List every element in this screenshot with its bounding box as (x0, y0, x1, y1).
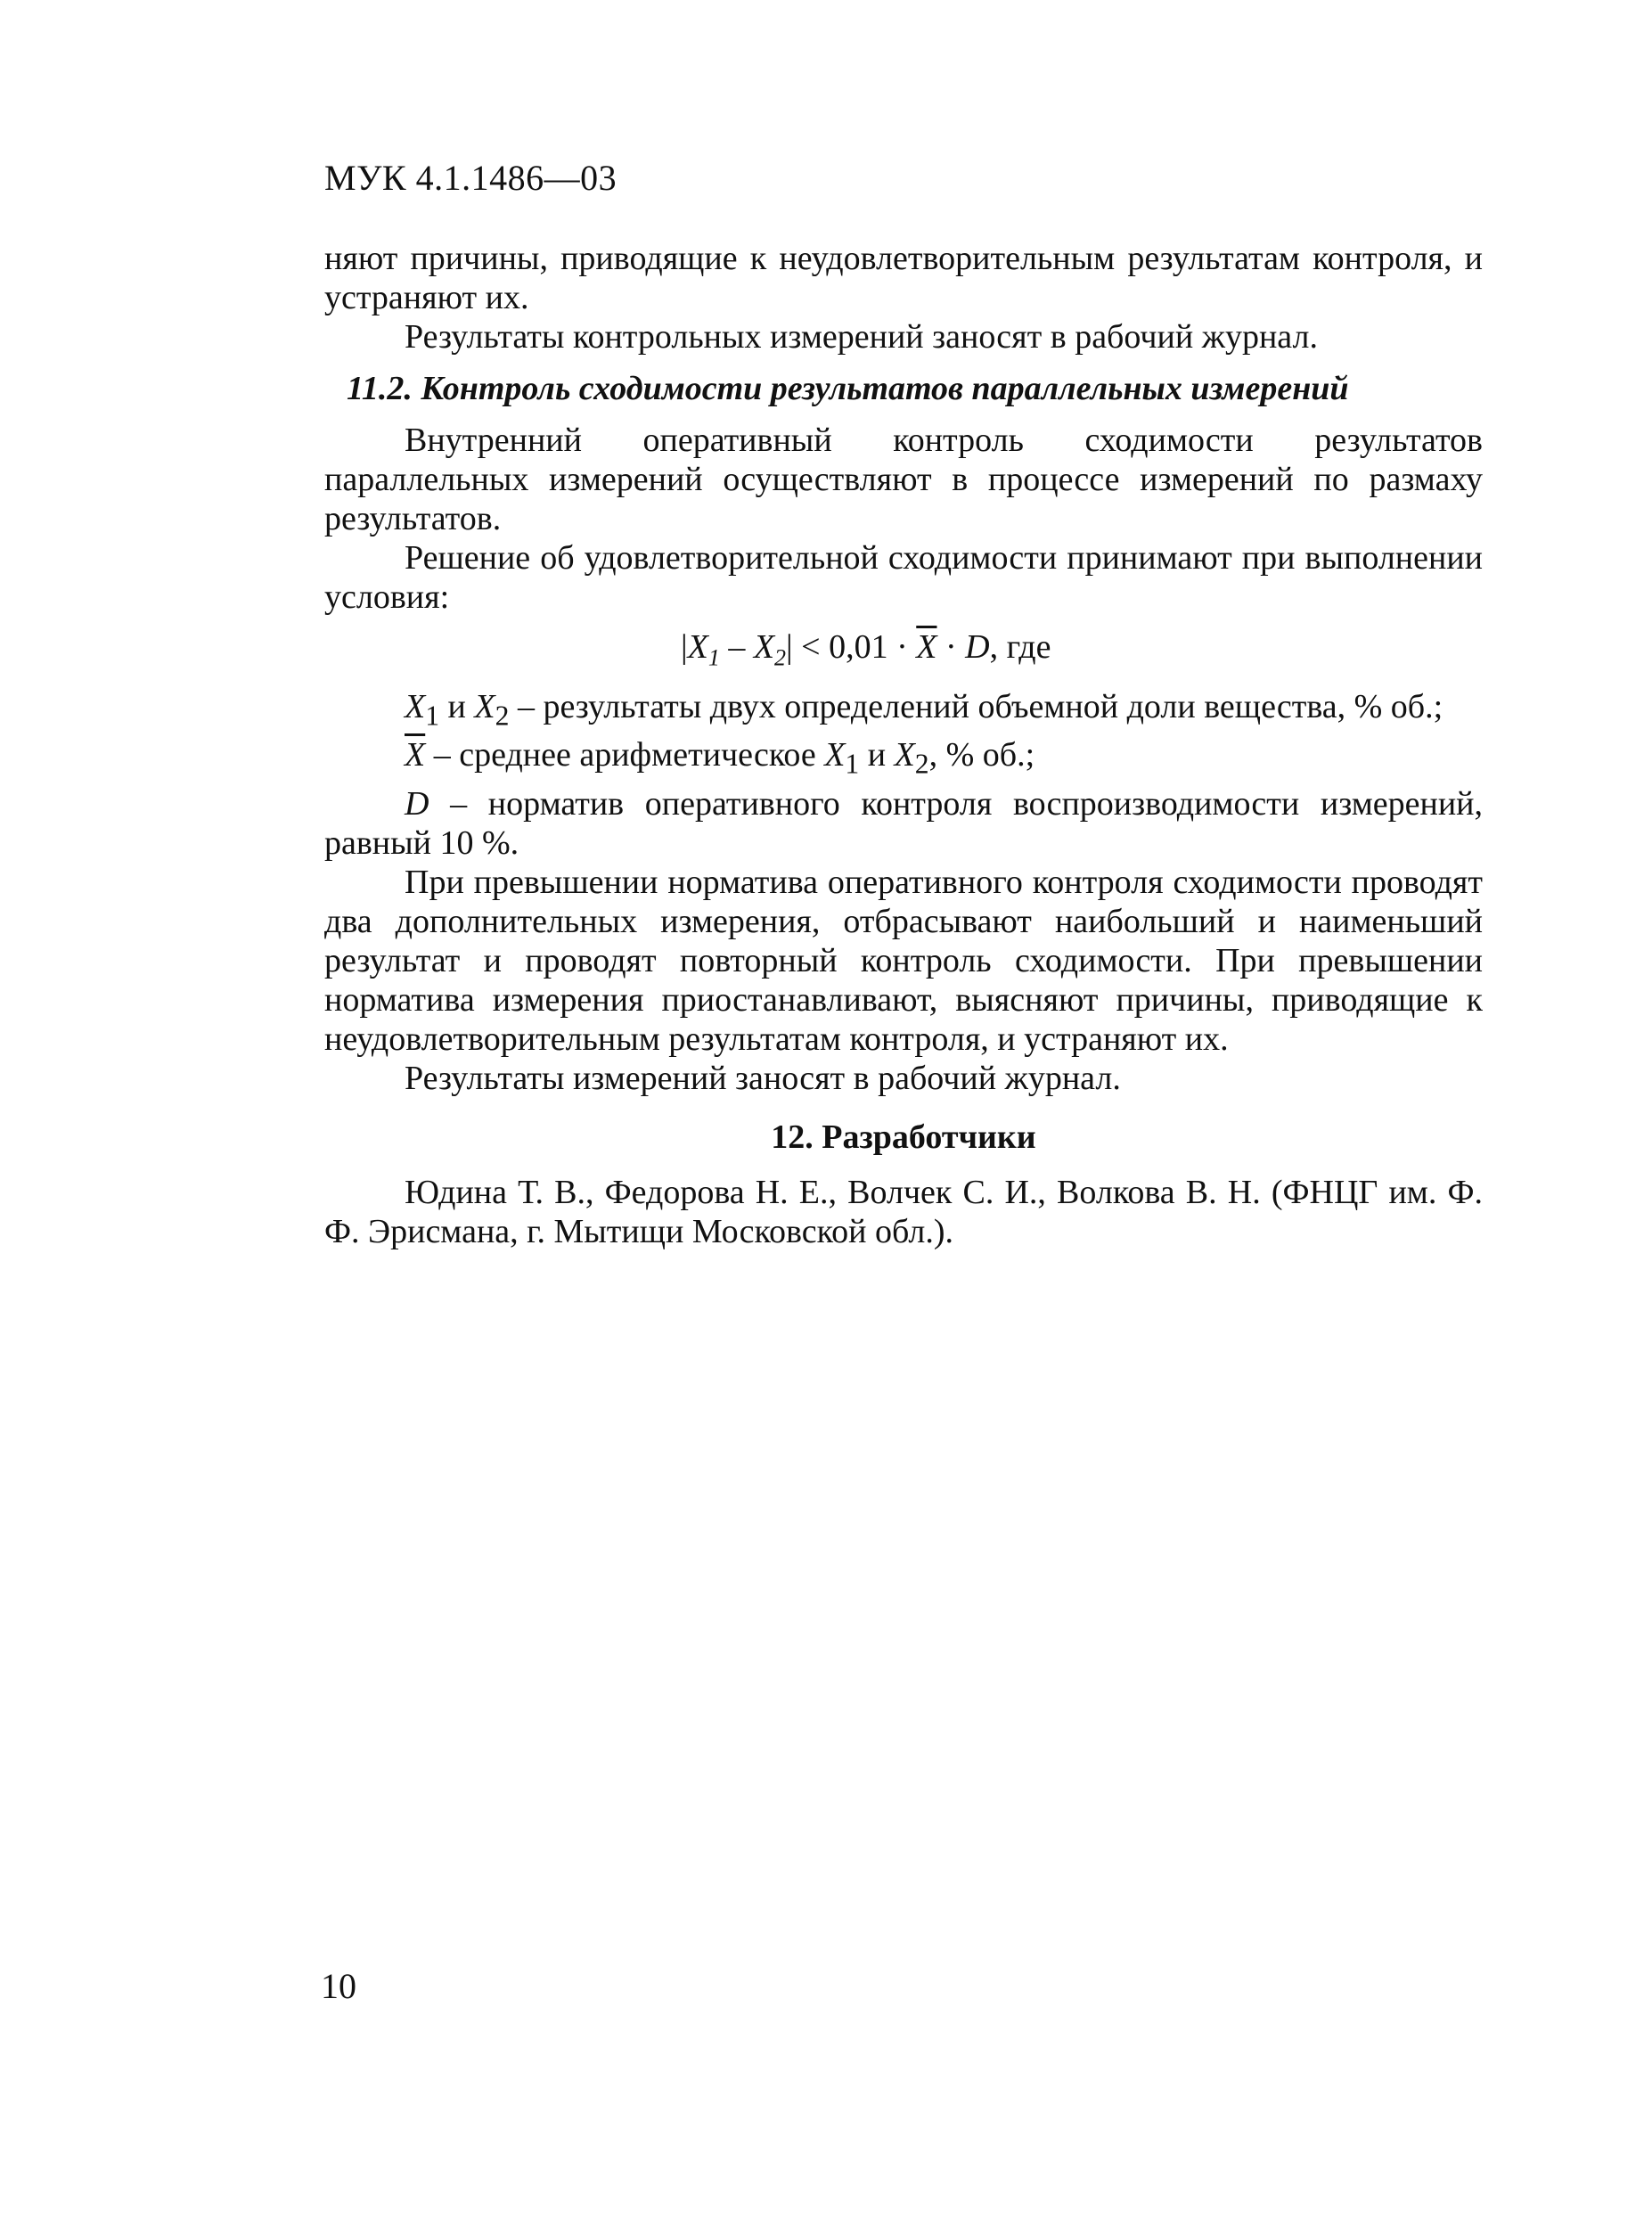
section-heading-11-2: 11.2. Контроль сходимости результатов параллельных измерений (347, 370, 1349, 407)
def-d-text: – норматив оперативного контроля воспроизводимости измерений, равный 10 %. (324, 784, 1483, 862)
paragraph-continuation: няют причины, приводящие к неудовлетворительным результатам контроля, и устраняют их. (324, 240, 1483, 316)
formula-sub1: 1 (707, 644, 720, 671)
def-x1: X (405, 687, 426, 725)
def-xbar-x1: X (824, 736, 846, 774)
convergence-formula (324, 627, 1483, 678)
def-x2: X (474, 687, 495, 725)
formula-dot: · (936, 628, 966, 666)
paragraph-exceed: При превышении норматива оперативного контроля сходимости проводят два дополнительных измерения, отбрасывают наибольший и наименьший результат и проводят повторный контроль сходимости. При превышении норматива измерения приостанавливают, выясняют причины, приводящие к неудовлетворительным результатам контроля, и устраняют их. (324, 863, 1483, 1058)
page-number: 10 (321, 1966, 356, 2006)
formula-d: D (965, 628, 990, 666)
formula-minus: – (719, 628, 754, 666)
definition-xbar (324, 735, 1483, 784)
section-heading-12: 12. Разработчики (771, 1118, 1036, 1156)
def-x-text: – результаты двух определений объемной доли вещества, % об.; (509, 687, 1443, 725)
definition-x1-x2 (324, 687, 1483, 736)
paragraph-developers: Юдина Т. В., Федорова Н. Е., Волчек С. И., Волкова В. Н. (ФНЦГ им. Ф. Ф. Эрисмана, г. Мытищи Московской обл.). (324, 1173, 1483, 1250)
def-d: D (405, 784, 429, 823)
def-x1-sub: 1 (425, 700, 440, 732)
paragraph-internal-control: Внутренний оперативный контроль сходимости результатов параллельных измерений осуществляют в процессе измерений по размаху результатов. (324, 422, 1483, 537)
paragraph-results-control: Результаты контрольных измерений заносят в рабочий журнал. (405, 318, 1318, 356)
def-x2-sub: 2 (495, 700, 510, 732)
def-xbar-x2-sub: 2 (914, 748, 929, 780)
formula-abs-close: | (786, 628, 793, 666)
def-and: и (439, 687, 475, 725)
def-xbar-x1-sub: 1 (845, 748, 860, 780)
def-xbar-x2: X (894, 736, 915, 774)
formula-sub2: 2 (774, 644, 787, 671)
formula-abs-open: | (681, 628, 688, 666)
def-xbar-text1: – среднее арифметическое (425, 736, 825, 774)
formula-xbar: $\overline{X}$ (916, 628, 937, 666)
def-xbar-and: и (859, 736, 895, 774)
paragraph-results-journal: Результаты измерений заносят в рабочий журнал. (405, 1059, 1121, 1097)
formula-tail: , где (989, 628, 1051, 666)
formula-x1: X (687, 628, 708, 666)
def-xbar: $\overline{X}$ (405, 736, 426, 774)
definition-d (324, 784, 1483, 863)
def-xbar-text2: , % об.; (928, 736, 1035, 774)
paragraph-decision: Решение об удовлетворительной сходимости принимают при выполнении условия: (324, 539, 1483, 616)
document-code: МУК 4.1.1486—03 (324, 158, 617, 198)
formula-less-than: < 0,01 · (792, 628, 917, 666)
body-text (324, 239, 1483, 1251)
formula-x2: X (753, 628, 775, 666)
